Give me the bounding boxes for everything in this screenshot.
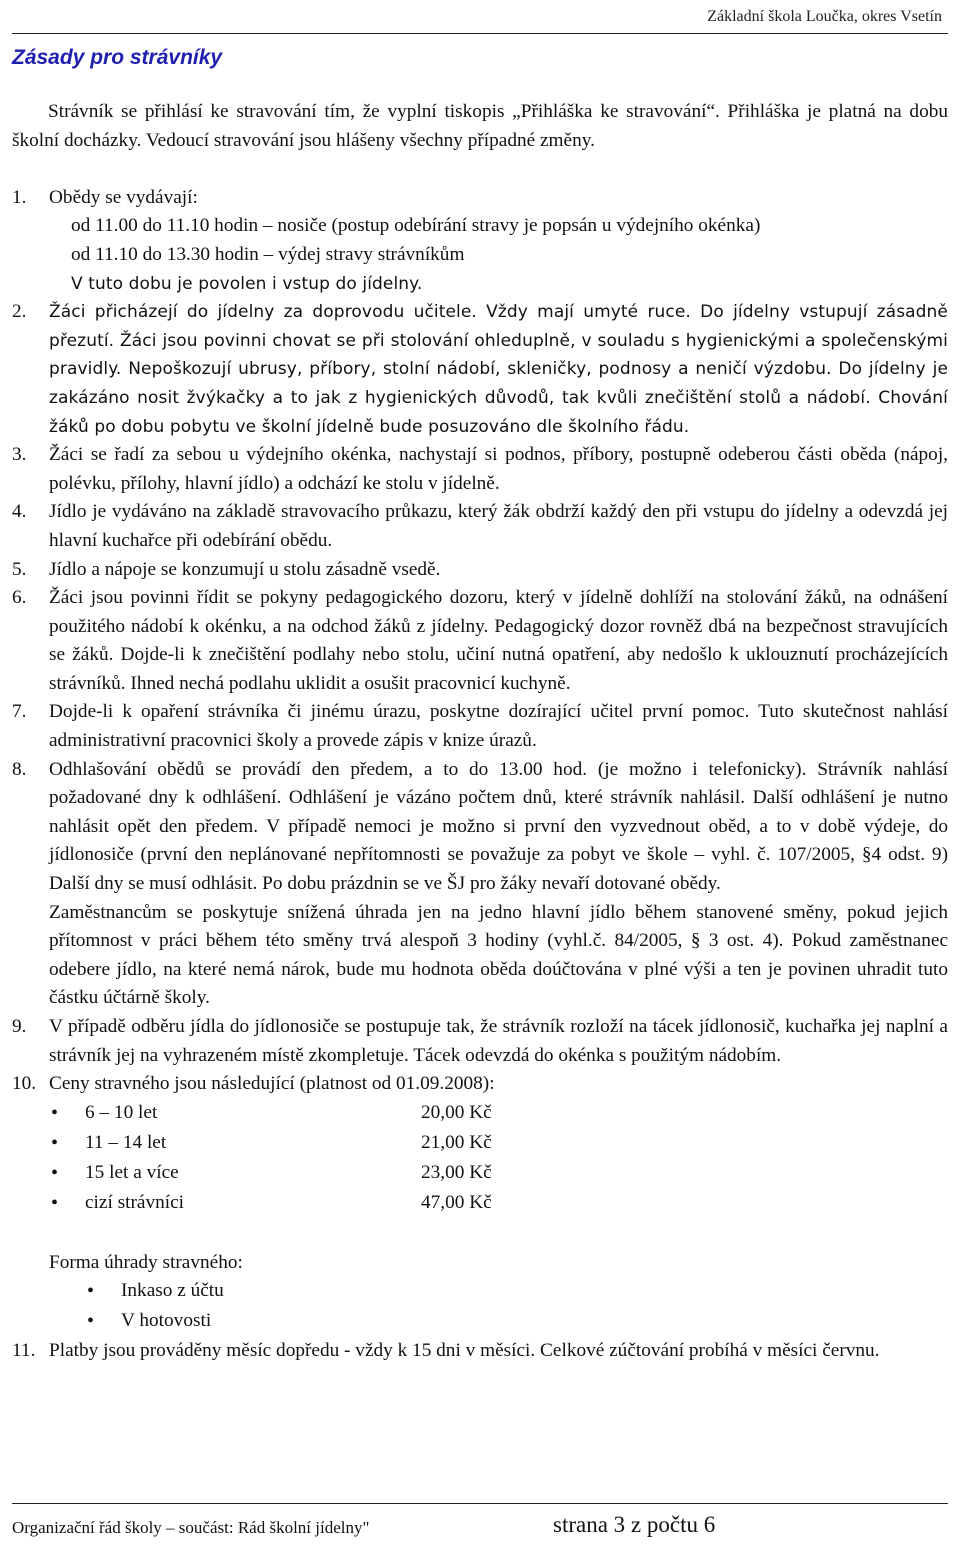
price-label: 15 let a více bbox=[85, 1161, 179, 1183]
rule-item-3 bbox=[12, 441, 948, 498]
bullet-icon: • bbox=[87, 1310, 95, 1333]
rule-text: Ceny stravného jsou následující (platnost od 01.09.2008): bbox=[49, 1073, 495, 1095]
price-value: 23,00 Kč bbox=[421, 1161, 492, 1183]
rule-number: 9. bbox=[12, 1016, 27, 1037]
bullet-icon: • bbox=[87, 1280, 95, 1303]
rule-number: 11. bbox=[12, 1340, 36, 1362]
bullet-icon: • bbox=[51, 1131, 59, 1154]
rule-item-8-employees bbox=[12, 899, 948, 1013]
price-row bbox=[12, 1099, 948, 1129]
payment-option bbox=[12, 1307, 948, 1337]
rule-number: 10. bbox=[12, 1073, 37, 1095]
rule-number: 5. bbox=[12, 558, 27, 580]
price-label: 6 – 10 let bbox=[85, 1101, 158, 1123]
rule-text: Žáci přicházejí do jídelny za doprovodu učitele. Vždy mají umyté ruce. Do jídelny vstupují zásadně přezutí. Žáci jsou povinni chovat se při stolování ohleduplně, v souladu s hygienickými a společenskými pravidly. Nepoškozují ubrusy, příbory, stolní nádobí, skleničky, podnosy a neničí výzdobu. Do jídelny je zakázáno nosit žvýkačky a to jak z hygienických důvodů, tak kvůli znečištění stolů a nádobí. Chování žáků po dobu pobytu ve školní jídelně bude posuzováno dle školního řádu. bbox=[49, 302, 948, 437]
payment-option bbox=[12, 1277, 948, 1307]
lunch-time-vydej: od 11.10 do 13.30 hodin – výdej stravy strávníkům bbox=[71, 243, 465, 265]
rule-item-4 bbox=[12, 498, 948, 555]
rule-number: 3. bbox=[12, 444, 27, 466]
price-value: 20,00 Kč bbox=[421, 1101, 492, 1123]
rule-item-10 bbox=[12, 1070, 948, 1099]
lunch-time-nosice: od 11.00 do 11.10 hodin – nosiče (postup odebírání stravy je popsán u výdejního okénka) bbox=[71, 215, 761, 237]
rule-text: Dojde-li k opaření strávníka či jinému úrazu, poskytne dozírající učitel první pomoc. Tuto skutečnost nahlásí administrativní pracovnici školy a provede zápis v knize úrazů. bbox=[49, 701, 948, 752]
page-footer bbox=[12, 1503, 948, 1546]
rule-item-11 bbox=[12, 1337, 948, 1366]
rule-text: Odhlašování obědů se provádí den předem, a to do 13.00 hod. (je možno i telefonicky). Strávník nahlásí požadované dny k odhlášení. Odhlášení je vázáno počtem dnů, které strávník nahlásil. Další odhlášení je nutno nahlásit opět den předem. V případě nemoci je možno si první den vyzvednout oběd, a to v době výdeje, do jídlonosiče (první den neplánované nepřítomnosti se považuje za pobyt ve škole – vyhl. č. 107/2005, §4 odst. 9) Další dny se musí odhlásit. Po dobu prázdnin se ve ŠJ pro žáky nevaří dotované obědy. bbox=[49, 758, 948, 895]
rule-number: 2. bbox=[12, 301, 27, 323]
rule-number: 1. bbox=[12, 186, 27, 208]
intro-paragraph: Strávník se přihlásí ke stravování tím, že vyplní tiskopis „Přihláška ke stravování“. Přihláška je platná na dobu školní docházky. Vedoucí stravování jsou hlášeny všechny případné změny. bbox=[12, 101, 948, 151]
price-row bbox=[12, 1129, 948, 1159]
rule-number: 8. bbox=[12, 758, 27, 780]
rule-text: V případě odběru jídla do jídlonosiče se postupuje tak, že strávník rozloží na tácek jídlonosič, kuchařka jej naplní a strávník jej na vyhrazeném místě zkompletuje. Tácek odevzdá do okénka s použitým nádobím. bbox=[49, 1016, 948, 1066]
rule-item-8 bbox=[12, 756, 948, 899]
rule-text: Platby jsou prováděny měsíc dopředu - vždy k 15 dni v měsíci. Celkové zúčtování probíhá v měsíci červnu. bbox=[49, 1340, 880, 1362]
payment-title: Forma úhrady stravného: bbox=[49, 1251, 243, 1273]
bullet-icon: • bbox=[51, 1191, 59, 1214]
rule-number: 7. bbox=[12, 701, 27, 723]
bullet-icon: • bbox=[51, 1161, 59, 1184]
price-label: cizí strávníci bbox=[85, 1191, 185, 1213]
price-label: 11 – 14 let bbox=[85, 1131, 167, 1153]
price-row bbox=[12, 1159, 948, 1189]
document-body bbox=[12, 98, 948, 1366]
rule-text: Obědy se vydávají: bbox=[49, 186, 198, 208]
rule-item-1 bbox=[12, 184, 948, 213]
page-header bbox=[12, 0, 948, 34]
price-value: 21,00 Kč bbox=[421, 1131, 492, 1153]
rule-item-5 bbox=[12, 556, 948, 585]
rule-text: Žáci se řadí za sebou u výdejního okénka, nachystají si podnos, příbory, postupně odeberou části oběda (nápoj, polévku, přílohy, hlavní jídlo) a odchází ke stolu v jídelně. bbox=[49, 444, 948, 494]
lunch-time-note: V tuto dobu je povolen i vstup do jídelny. bbox=[71, 273, 423, 294]
price-value: 47,00 Kč bbox=[421, 1191, 492, 1213]
rule-item-2 bbox=[12, 298, 948, 441]
rule-item-6 bbox=[12, 584, 948, 698]
payment-option-label: Inkaso z účtu bbox=[121, 1280, 224, 1302]
rule-text: Jídlo je vydáváno na základě stravovacího průkazu, který žák obdrží každý den při vstupu do jídelny a odevzdá jej hlavní kuchařce při odebírání obědu. bbox=[49, 501, 948, 551]
payment-option-label: V hotovosti bbox=[121, 1310, 212, 1332]
rule-text: Žáci jsou povinni řídit se pokyny pedagogického dozoru, který v jídelně dohlíží na stolování žáků, na odnášení použitého nádobí k okénku, a na odchod žáků z jídelny. Pedagogický dozor rovněž dbá na bezpečnost stravujících se žáků. Dojde-li k znečištění podlahy nebo stolu, učiní nutná opatření, aby nedošlo k uklouznutí procházejících strávníků. Ihned nechá podlahu uklidit a osušit pracovnicí kuchyně. bbox=[49, 587, 948, 694]
footer-document-name: Organizační řád školy – součást: Rád školní jídelny" bbox=[12, 1518, 370, 1537]
price-row bbox=[12, 1189, 948, 1219]
page-number: strana 3 z počtu 6 bbox=[553, 1512, 716, 1537]
rule-number: 4. bbox=[12, 501, 27, 523]
school-name: Základní škola Loučka, okres Vsetín bbox=[707, 8, 942, 25]
rule-text: Zaměstnancům se poskytuje snížená úhrada jen na jedno hlavní jídlo během stanovené směny, pokud jejich přítomnost v práci během této směny trvá alespoň 3 hodiny (vyhl.č. 84/2005, § 3 ost. 4). Pokud zaměstnanec odebere jídlo, na které nemá nárok, bude mu hodnota oběda doúčtována v plné výši a ten je povinen uhradit tuto částku účtárně školy. bbox=[49, 901, 948, 1009]
rule-number: 6. bbox=[12, 587, 27, 609]
page-title: Zásady pro strávníky bbox=[12, 46, 223, 69]
bullet-icon: • bbox=[51, 1101, 59, 1124]
rule-item-9 bbox=[12, 1013, 948, 1070]
rule-text: Jídlo a nápoje se konzumují u stolu zásadně vsedě. bbox=[49, 558, 441, 580]
rule-item-7 bbox=[12, 698, 948, 755]
